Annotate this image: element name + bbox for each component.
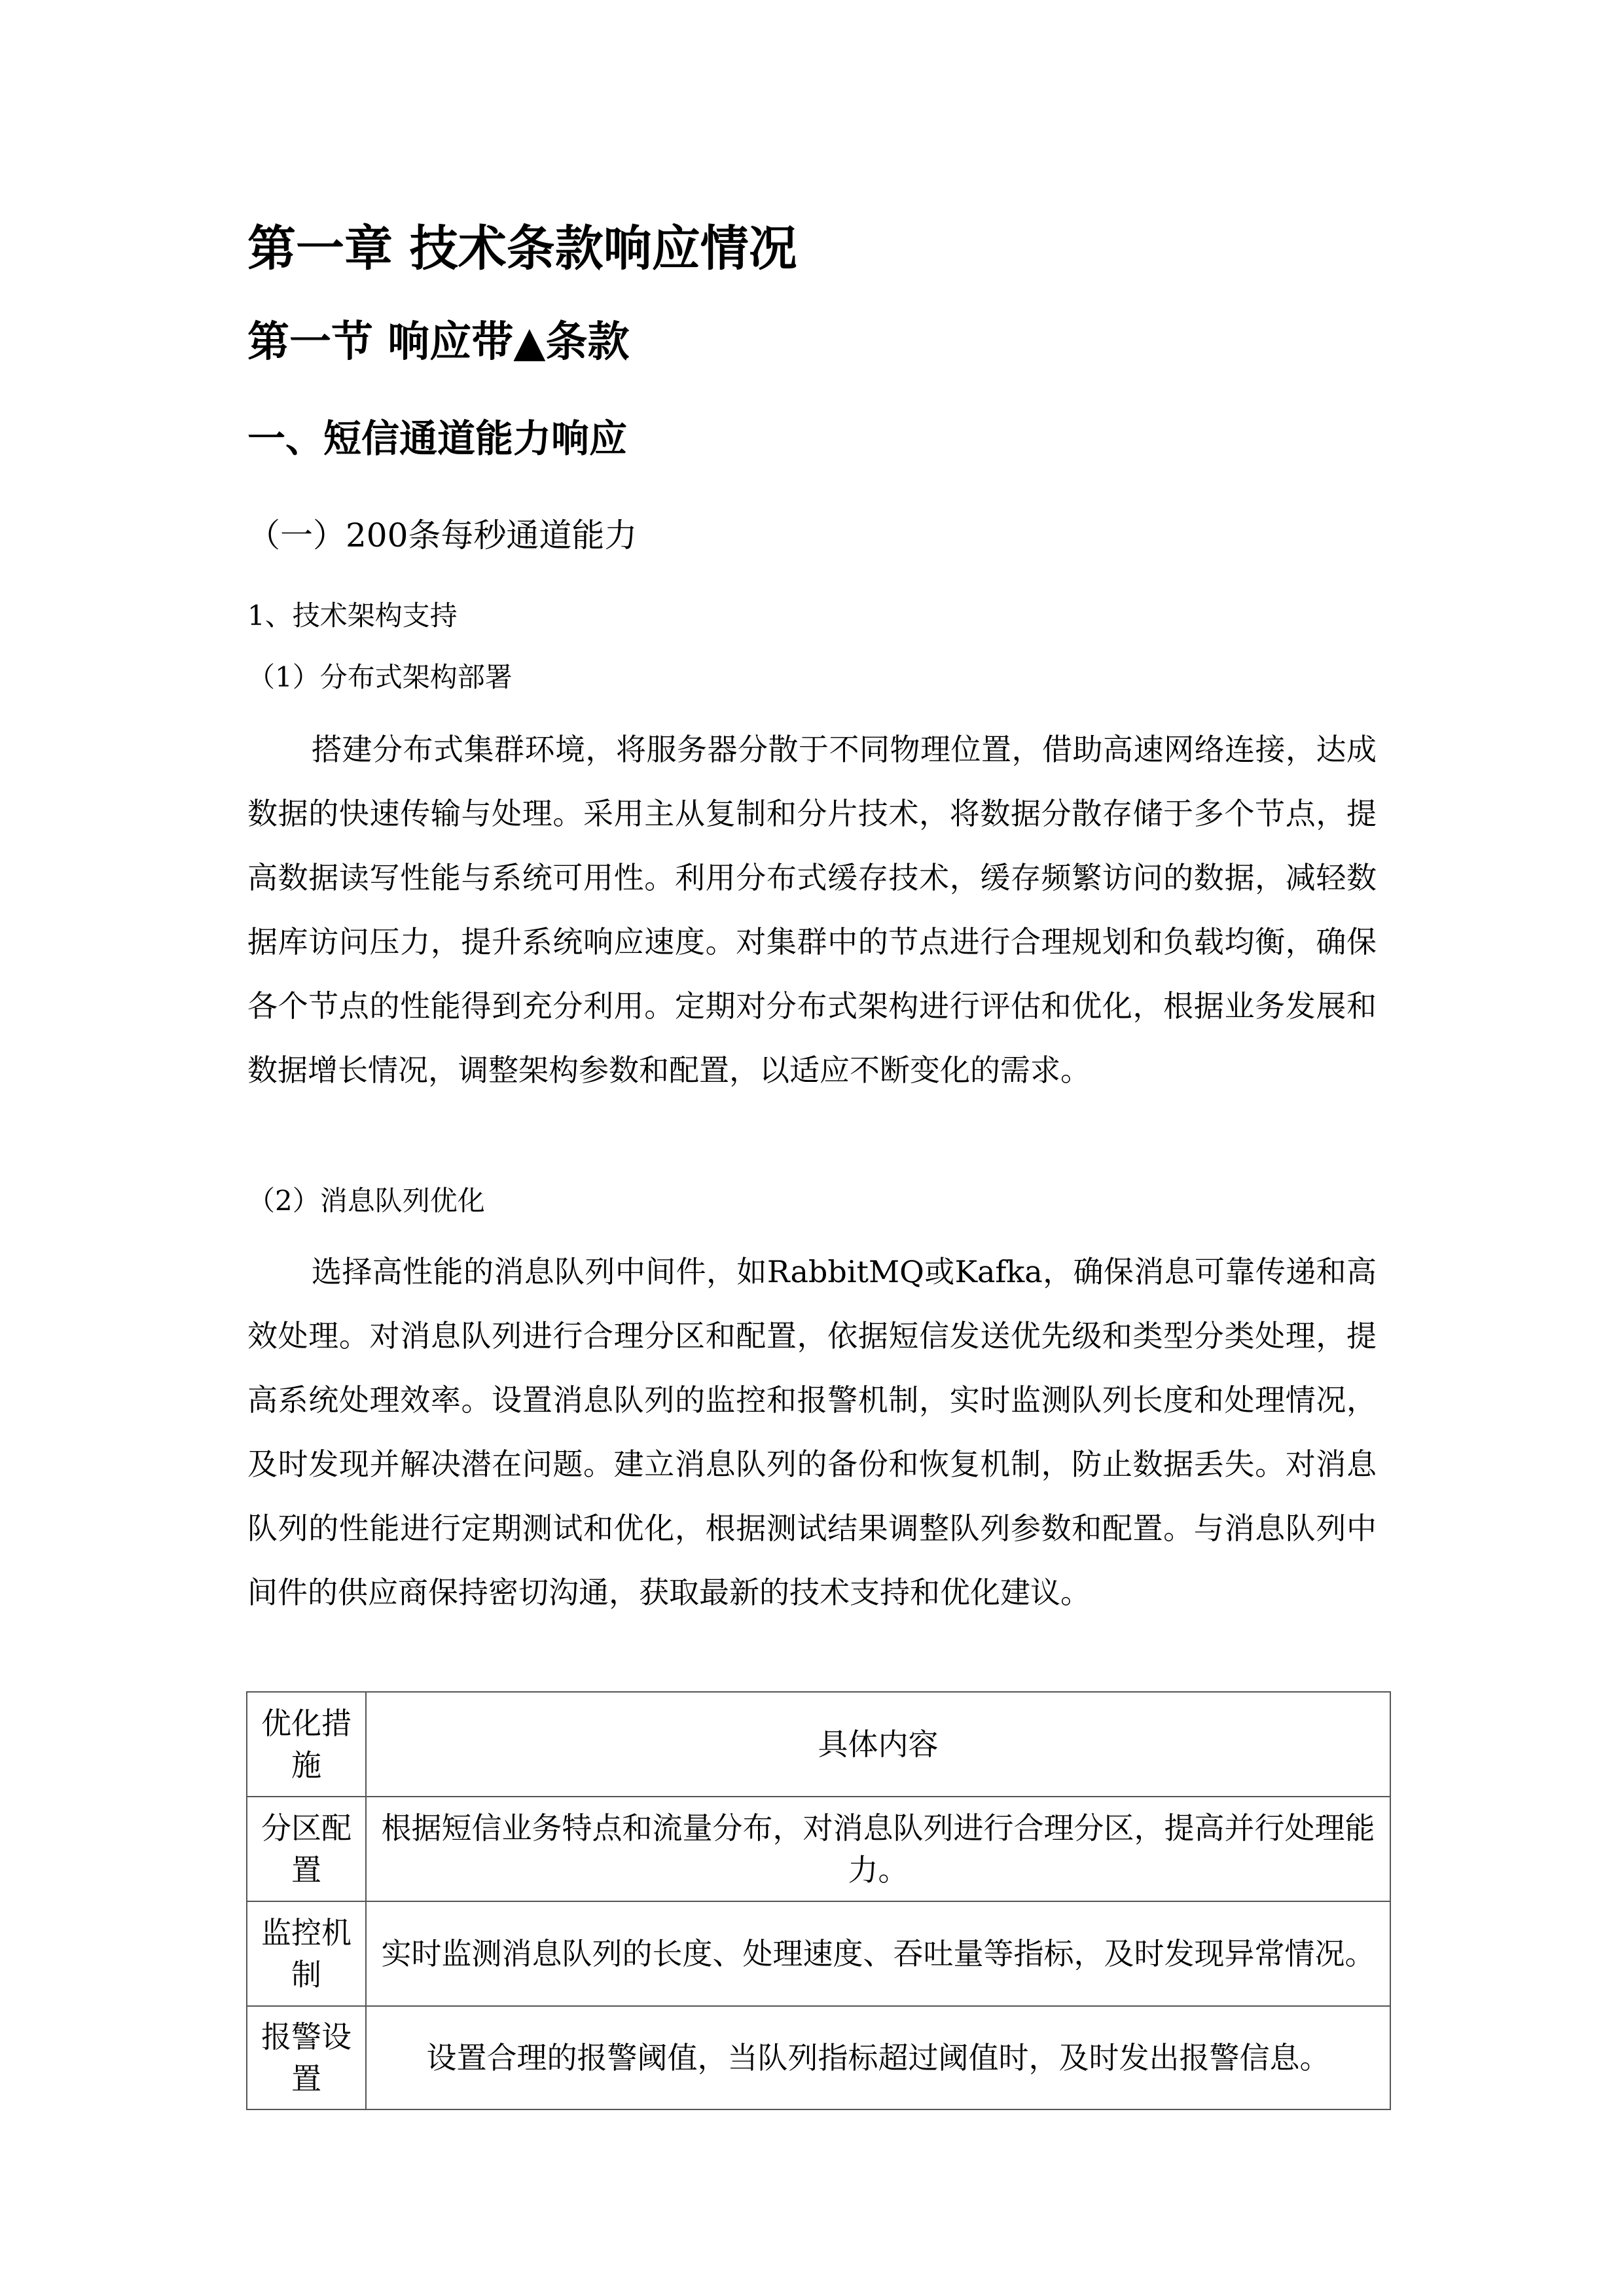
subitem-heading: 1、技术架构支持 [247, 600, 458, 632]
table-row [247, 2006, 1390, 2109]
table-header-cell: 优化措施 [247, 1692, 366, 1797]
table-cell-measure: 报警设置 [247, 2006, 366, 2109]
table-row [247, 1797, 1390, 1901]
point-heading-distributed: （1）分布式架构部署 [247, 661, 513, 693]
paragraph-message-queue: 选择高性能的消息队列中间件，如RabbitMQ或Kafka，确保消息可靠传递和高效处理。对消息队列进行合理分区和配置，依据短信发送优先级和类型分类处理，提高系统处理效率。设置消息队列的监控和报警机制，实时监测队列长度和处理情况，及时发现并解决潜在问题。建立消息队列的备份和恢复机制，防止数据丢失。对消息队列的性能进行定期测试和优化，根据测试结果调整队列参数和配置。与消息队列中间件的供应商保持密切沟通，获取最新的技术支持和优化建议。 [247, 1254, 1377, 1610]
table-cell-measure: 分区配置 [247, 1797, 366, 1901]
table-header-row [247, 1692, 1390, 1797]
table-cell-content: 实时监测消息队列的长度、处理速度、吞吐量等指标，及时发现异常情况。 [366, 1901, 1390, 2006]
table-cell-content: 设置合理的报警阈值，当队列指标超过阈值时，及时发出报警信息。 [366, 2006, 1390, 2109]
chapter-heading: 第一章 技术条款响应情况 [247, 221, 797, 277]
table-cell-measure: 监控机制 [247, 1901, 366, 2006]
paragraph-distributed-architecture: 搭建分布式集群环境，将服务器分散于不同物理位置，借助高速网络连接，达成数据的快速传输与处理。采用主从复制和分片技术，将数据分散存储于多个节点，提高数据读写性能与系统可用性。利用分布式缓存技术，缓存频繁访问的数据，减轻数据库访问压力，提升系统响应速度。对集群中的节点进行合理规划和负载均衡，确保各个节点的性能得到充分利用。定期对分布式架构进行评估和优化，根据业务发展和数据增长情况，调整架构参数和配置，以适应不断变化的需求。 [247, 732, 1377, 1088]
section-heading: 第一节 响应带▲条款 [247, 318, 630, 367]
optimization-table [246, 1691, 1391, 2110]
table-cell-content: 根据短信业务特点和流量分布，对消息队列进行合理分区，提高并行处理能力。 [366, 1797, 1390, 1901]
table-row [247, 1901, 1390, 2006]
item-heading: （一）200条每秒通道能力 [247, 516, 638, 554]
subsection-heading: 一、短信通道能力响应 [247, 416, 628, 461]
table-header-cell: 具体内容 [366, 1692, 1390, 1797]
point-heading-message-queue: （2）消息队列优化 [247, 1185, 485, 1217]
